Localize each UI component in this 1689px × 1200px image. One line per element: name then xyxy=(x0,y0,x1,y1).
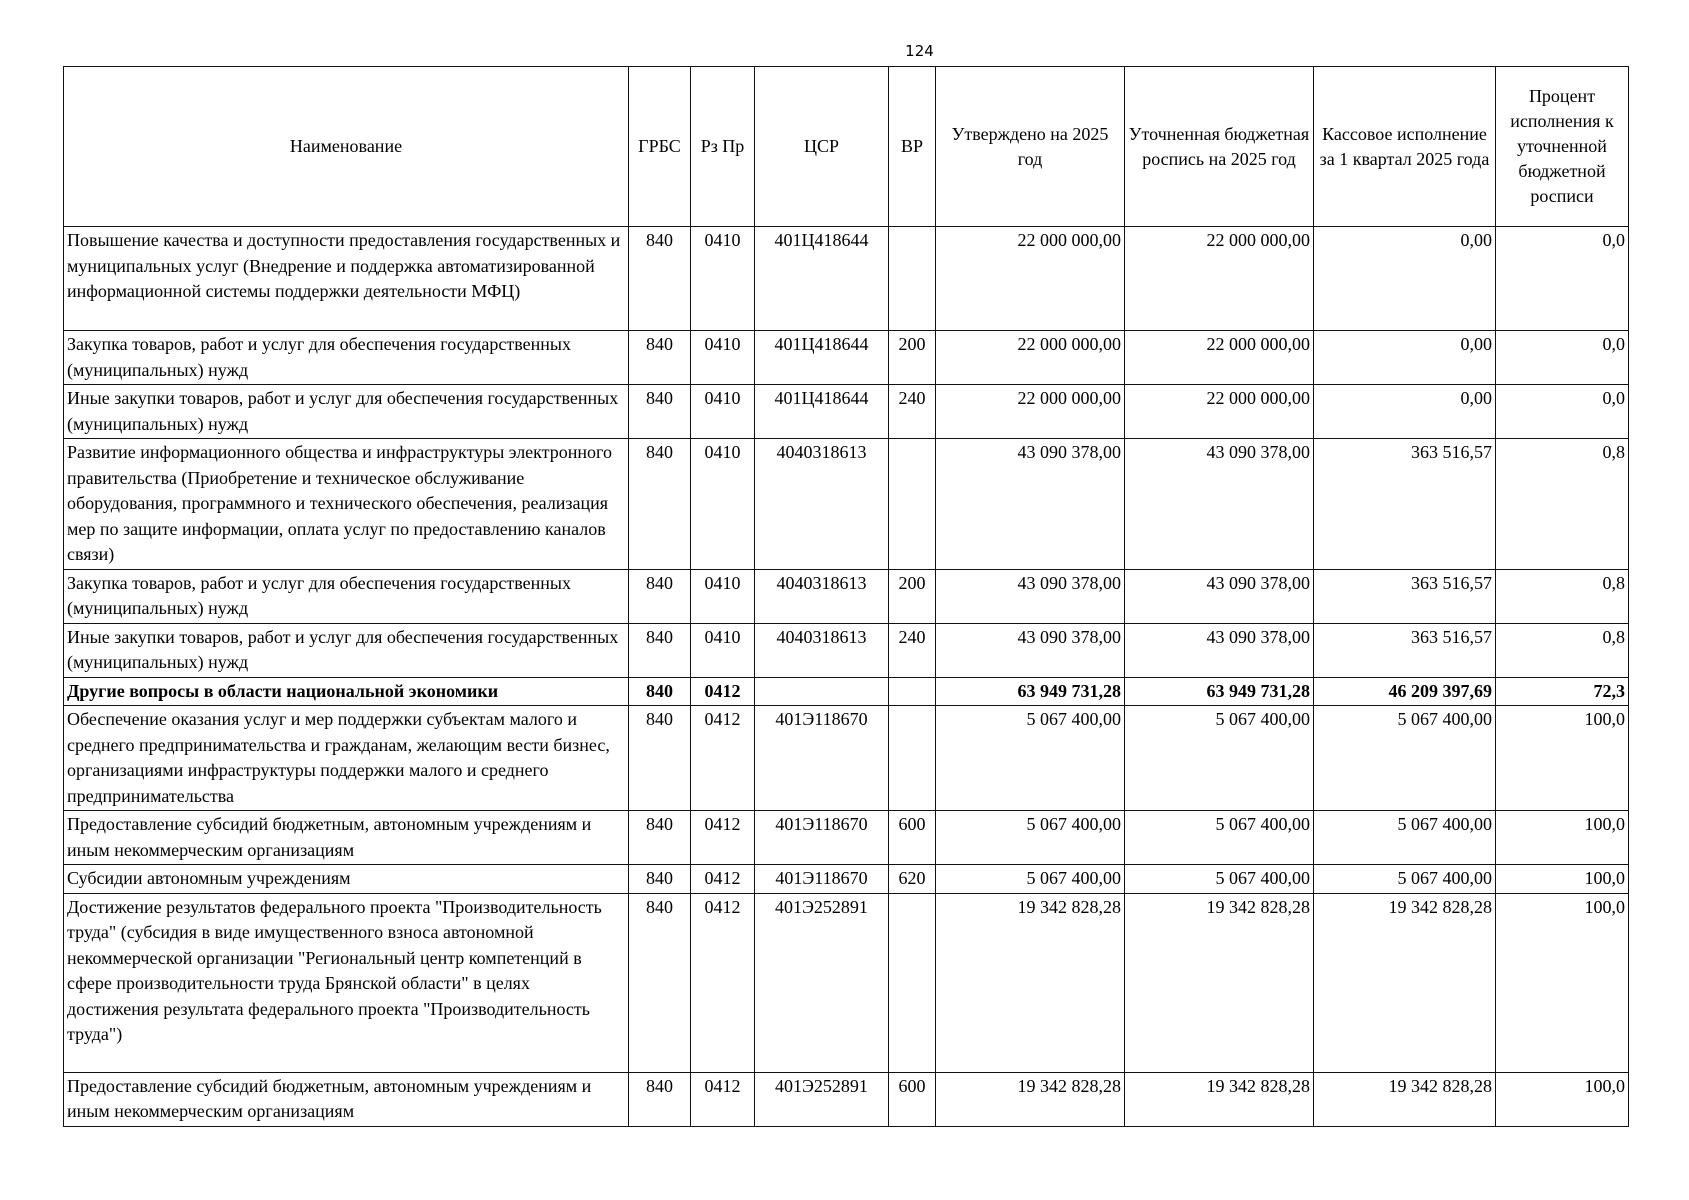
row-name: Закупка товаров, работ и услуг для обеспечения государственных (муниципальных) нужд xyxy=(64,331,629,385)
page-number: 124 xyxy=(905,42,934,60)
row-approved: 22 000 000,00 xyxy=(936,227,1125,331)
row-grbs: 840 xyxy=(629,1072,691,1126)
row-cash: 0,00 xyxy=(1314,331,1496,385)
row-csr: 401Ц418644 xyxy=(755,227,889,331)
row-approved: 43 090 378,00 xyxy=(936,569,1125,623)
row-percent: 0,0 xyxy=(1496,385,1629,439)
header-vr: ВР xyxy=(889,67,936,227)
row-approved: 43 090 378,00 xyxy=(936,439,1125,570)
row-csr xyxy=(755,677,889,706)
table-row xyxy=(64,569,1629,623)
row-rzpr: 0410 xyxy=(691,227,755,331)
row-refined: 19 342 828,28 xyxy=(1125,893,1314,1072)
row-refined: 43 090 378,00 xyxy=(1125,569,1314,623)
row-cash: 5 067 400,00 xyxy=(1314,706,1496,811)
row-vr xyxy=(889,893,936,1072)
row-name: Другие вопросы в области национальной экономики xyxy=(64,677,629,706)
row-percent: 0,8 xyxy=(1496,439,1629,570)
header-cash: Кассовое исполнение за 1 квартал 2025 года xyxy=(1314,67,1496,227)
header-grbs: ГРБС xyxy=(629,67,691,227)
row-grbs: 840 xyxy=(629,385,691,439)
table-row xyxy=(64,865,1629,894)
row-refined: 63 949 731,28 xyxy=(1125,677,1314,706)
row-vr xyxy=(889,439,936,570)
row-name: Обеспечение оказания услуг и мер поддержки субъектам малого и среднего предпринимательства и гражданам, желающим вести бизнес, организациями инфраструктуры поддержки малого и среднего предпринимательства xyxy=(64,706,629,811)
row-rzpr: 0412 xyxy=(691,865,755,894)
row-approved: 5 067 400,00 xyxy=(936,706,1125,811)
row-refined: 43 090 378,00 xyxy=(1125,439,1314,570)
row-vr xyxy=(889,706,936,811)
row-refined: 5 067 400,00 xyxy=(1125,865,1314,894)
row-percent: 100,0 xyxy=(1496,706,1629,811)
row-grbs: 840 xyxy=(629,569,691,623)
row-approved: 22 000 000,00 xyxy=(936,385,1125,439)
table-row xyxy=(64,227,1629,331)
row-cash: 0,00 xyxy=(1314,385,1496,439)
row-cash: 19 342 828,28 xyxy=(1314,1072,1496,1126)
budget-table xyxy=(63,66,1629,1127)
table-row xyxy=(64,331,1629,385)
row-rzpr: 0412 xyxy=(691,677,755,706)
row-refined: 22 000 000,00 xyxy=(1125,227,1314,331)
row-grbs: 840 xyxy=(629,677,691,706)
row-name: Закупка товаров, работ и услуг для обеспечения государственных (муниципальных) нужд xyxy=(64,569,629,623)
row-csr: 4040318613 xyxy=(755,439,889,570)
row-approved: 63 949 731,28 xyxy=(936,677,1125,706)
row-grbs: 840 xyxy=(629,893,691,1072)
row-vr: 200 xyxy=(889,569,936,623)
table-row xyxy=(64,623,1629,677)
row-grbs: 840 xyxy=(629,227,691,331)
row-name: Повышение качества и доступности предоставления государственных и муниципальных услуг (Внедрение и поддержка автоматизированной информационной системы поддержки деятельности МФЦ) xyxy=(64,227,629,331)
row-csr: 401Э252891 xyxy=(755,893,889,1072)
table-row xyxy=(64,439,1629,570)
header-approved: Утверждено на 2025 год xyxy=(936,67,1125,227)
row-approved: 19 342 828,28 xyxy=(936,893,1125,1072)
row-approved: 5 067 400,00 xyxy=(936,811,1125,865)
row-vr: 240 xyxy=(889,385,936,439)
row-vr: 600 xyxy=(889,1072,936,1126)
row-csr: 401Ц418644 xyxy=(755,331,889,385)
row-approved: 5 067 400,00 xyxy=(936,865,1125,894)
table-row xyxy=(64,706,1629,811)
row-cash: 46 209 397,69 xyxy=(1314,677,1496,706)
row-csr: 4040318613 xyxy=(755,623,889,677)
row-name: Предоставление субсидий бюджетным, автономным учреждениям и иным некоммерческим организациям xyxy=(64,1072,629,1126)
table-header-row xyxy=(64,67,1629,227)
row-percent: 100,0 xyxy=(1496,811,1629,865)
row-name: Достижение результатов федерального проекта "Производительность труда" (субсидия в виде имущественного взноса автономной некоммерческой организации "Региональный центр компетенций в сфере производительности труда Брянской области" в целях достижения результата федерального проекта "Производительность труда") xyxy=(64,893,629,1072)
row-cash: 363 516,57 xyxy=(1314,569,1496,623)
row-refined: 43 090 378,00 xyxy=(1125,623,1314,677)
row-csr: 401Э118670 xyxy=(755,811,889,865)
row-rzpr: 0410 xyxy=(691,331,755,385)
row-name: Развитие информационного общества и инфраструктуры электронного правительства (Приобретение и техническое обслуживание оборудования, программного и технического обеспечения, реализация мер по защите информации, оплата услуг по предоставлению каналов связи) xyxy=(64,439,629,570)
row-vr xyxy=(889,227,936,331)
row-name: Иные закупки товаров, работ и услуг для обеспечения государственных (муниципальных) нужд xyxy=(64,623,629,677)
header-rzpr: Рз Пр xyxy=(691,67,755,227)
row-grbs: 840 xyxy=(629,706,691,811)
row-vr: 200 xyxy=(889,331,936,385)
row-refined: 22 000 000,00 xyxy=(1125,331,1314,385)
row-cash: 0,00 xyxy=(1314,227,1496,331)
header-percent: Процент исполнения к уточненной бюджетной росписи xyxy=(1496,67,1629,227)
row-percent: 0,0 xyxy=(1496,331,1629,385)
row-csr: 4040318613 xyxy=(755,569,889,623)
header-refined: Уточненная бюджетная роспись на 2025 год xyxy=(1125,67,1314,227)
row-grbs: 840 xyxy=(629,331,691,385)
row-percent: 100,0 xyxy=(1496,893,1629,1072)
row-name: Предоставление субсидий бюджетным, автономным учреждениям и иным некоммерческим организациям xyxy=(64,811,629,865)
row-grbs: 840 xyxy=(629,865,691,894)
row-percent: 100,0 xyxy=(1496,865,1629,894)
row-csr: 401Э118670 xyxy=(755,865,889,894)
row-cash: 19 342 828,28 xyxy=(1314,893,1496,1072)
table-row xyxy=(64,811,1629,865)
row-rzpr: 0412 xyxy=(691,893,755,1072)
row-rzpr: 0412 xyxy=(691,1072,755,1126)
row-rzpr: 0410 xyxy=(691,439,755,570)
row-name: Субсидии автономным учреждениям xyxy=(64,865,629,894)
row-cash: 5 067 400,00 xyxy=(1314,811,1496,865)
row-approved: 19 342 828,28 xyxy=(936,1072,1125,1126)
row-cash: 363 516,57 xyxy=(1314,439,1496,570)
row-name: Иные закупки товаров, работ и услуг для обеспечения государственных (муниципальных) нужд xyxy=(64,385,629,439)
row-grbs: 840 xyxy=(629,439,691,570)
row-vr: 600 xyxy=(889,811,936,865)
row-percent: 0,0 xyxy=(1496,227,1629,331)
row-rzpr: 0412 xyxy=(691,706,755,811)
row-grbs: 840 xyxy=(629,623,691,677)
header-csr: ЦСР xyxy=(755,67,889,227)
row-vr: 240 xyxy=(889,623,936,677)
row-rzpr: 0410 xyxy=(691,385,755,439)
row-vr xyxy=(889,677,936,706)
row-refined: 22 000 000,00 xyxy=(1125,385,1314,439)
row-csr: 401Э252891 xyxy=(755,1072,889,1126)
row-refined: 5 067 400,00 xyxy=(1125,811,1314,865)
row-rzpr: 0412 xyxy=(691,811,755,865)
row-percent: 0,8 xyxy=(1496,623,1629,677)
row-approved: 43 090 378,00 xyxy=(936,623,1125,677)
table-row xyxy=(64,893,1629,1072)
table-row xyxy=(64,1072,1629,1126)
row-approved: 22 000 000,00 xyxy=(936,331,1125,385)
row-percent: 0,8 xyxy=(1496,569,1629,623)
row-refined: 5 067 400,00 xyxy=(1125,706,1314,811)
header-name: Наименование xyxy=(64,67,629,227)
row-rzpr: 0410 xyxy=(691,623,755,677)
table-row-section-total xyxy=(64,677,1629,706)
row-refined: 19 342 828,28 xyxy=(1125,1072,1314,1126)
row-grbs: 840 xyxy=(629,811,691,865)
row-rzpr: 0410 xyxy=(691,569,755,623)
row-cash: 363 516,57 xyxy=(1314,623,1496,677)
row-csr: 401Ц418644 xyxy=(755,385,889,439)
row-percent: 100,0 xyxy=(1496,1072,1629,1126)
row-vr: 620 xyxy=(889,865,936,894)
row-cash: 5 067 400,00 xyxy=(1314,865,1496,894)
row-csr: 401Э118670 xyxy=(755,706,889,811)
row-percent: 72,3 xyxy=(1496,677,1629,706)
table-row xyxy=(64,385,1629,439)
